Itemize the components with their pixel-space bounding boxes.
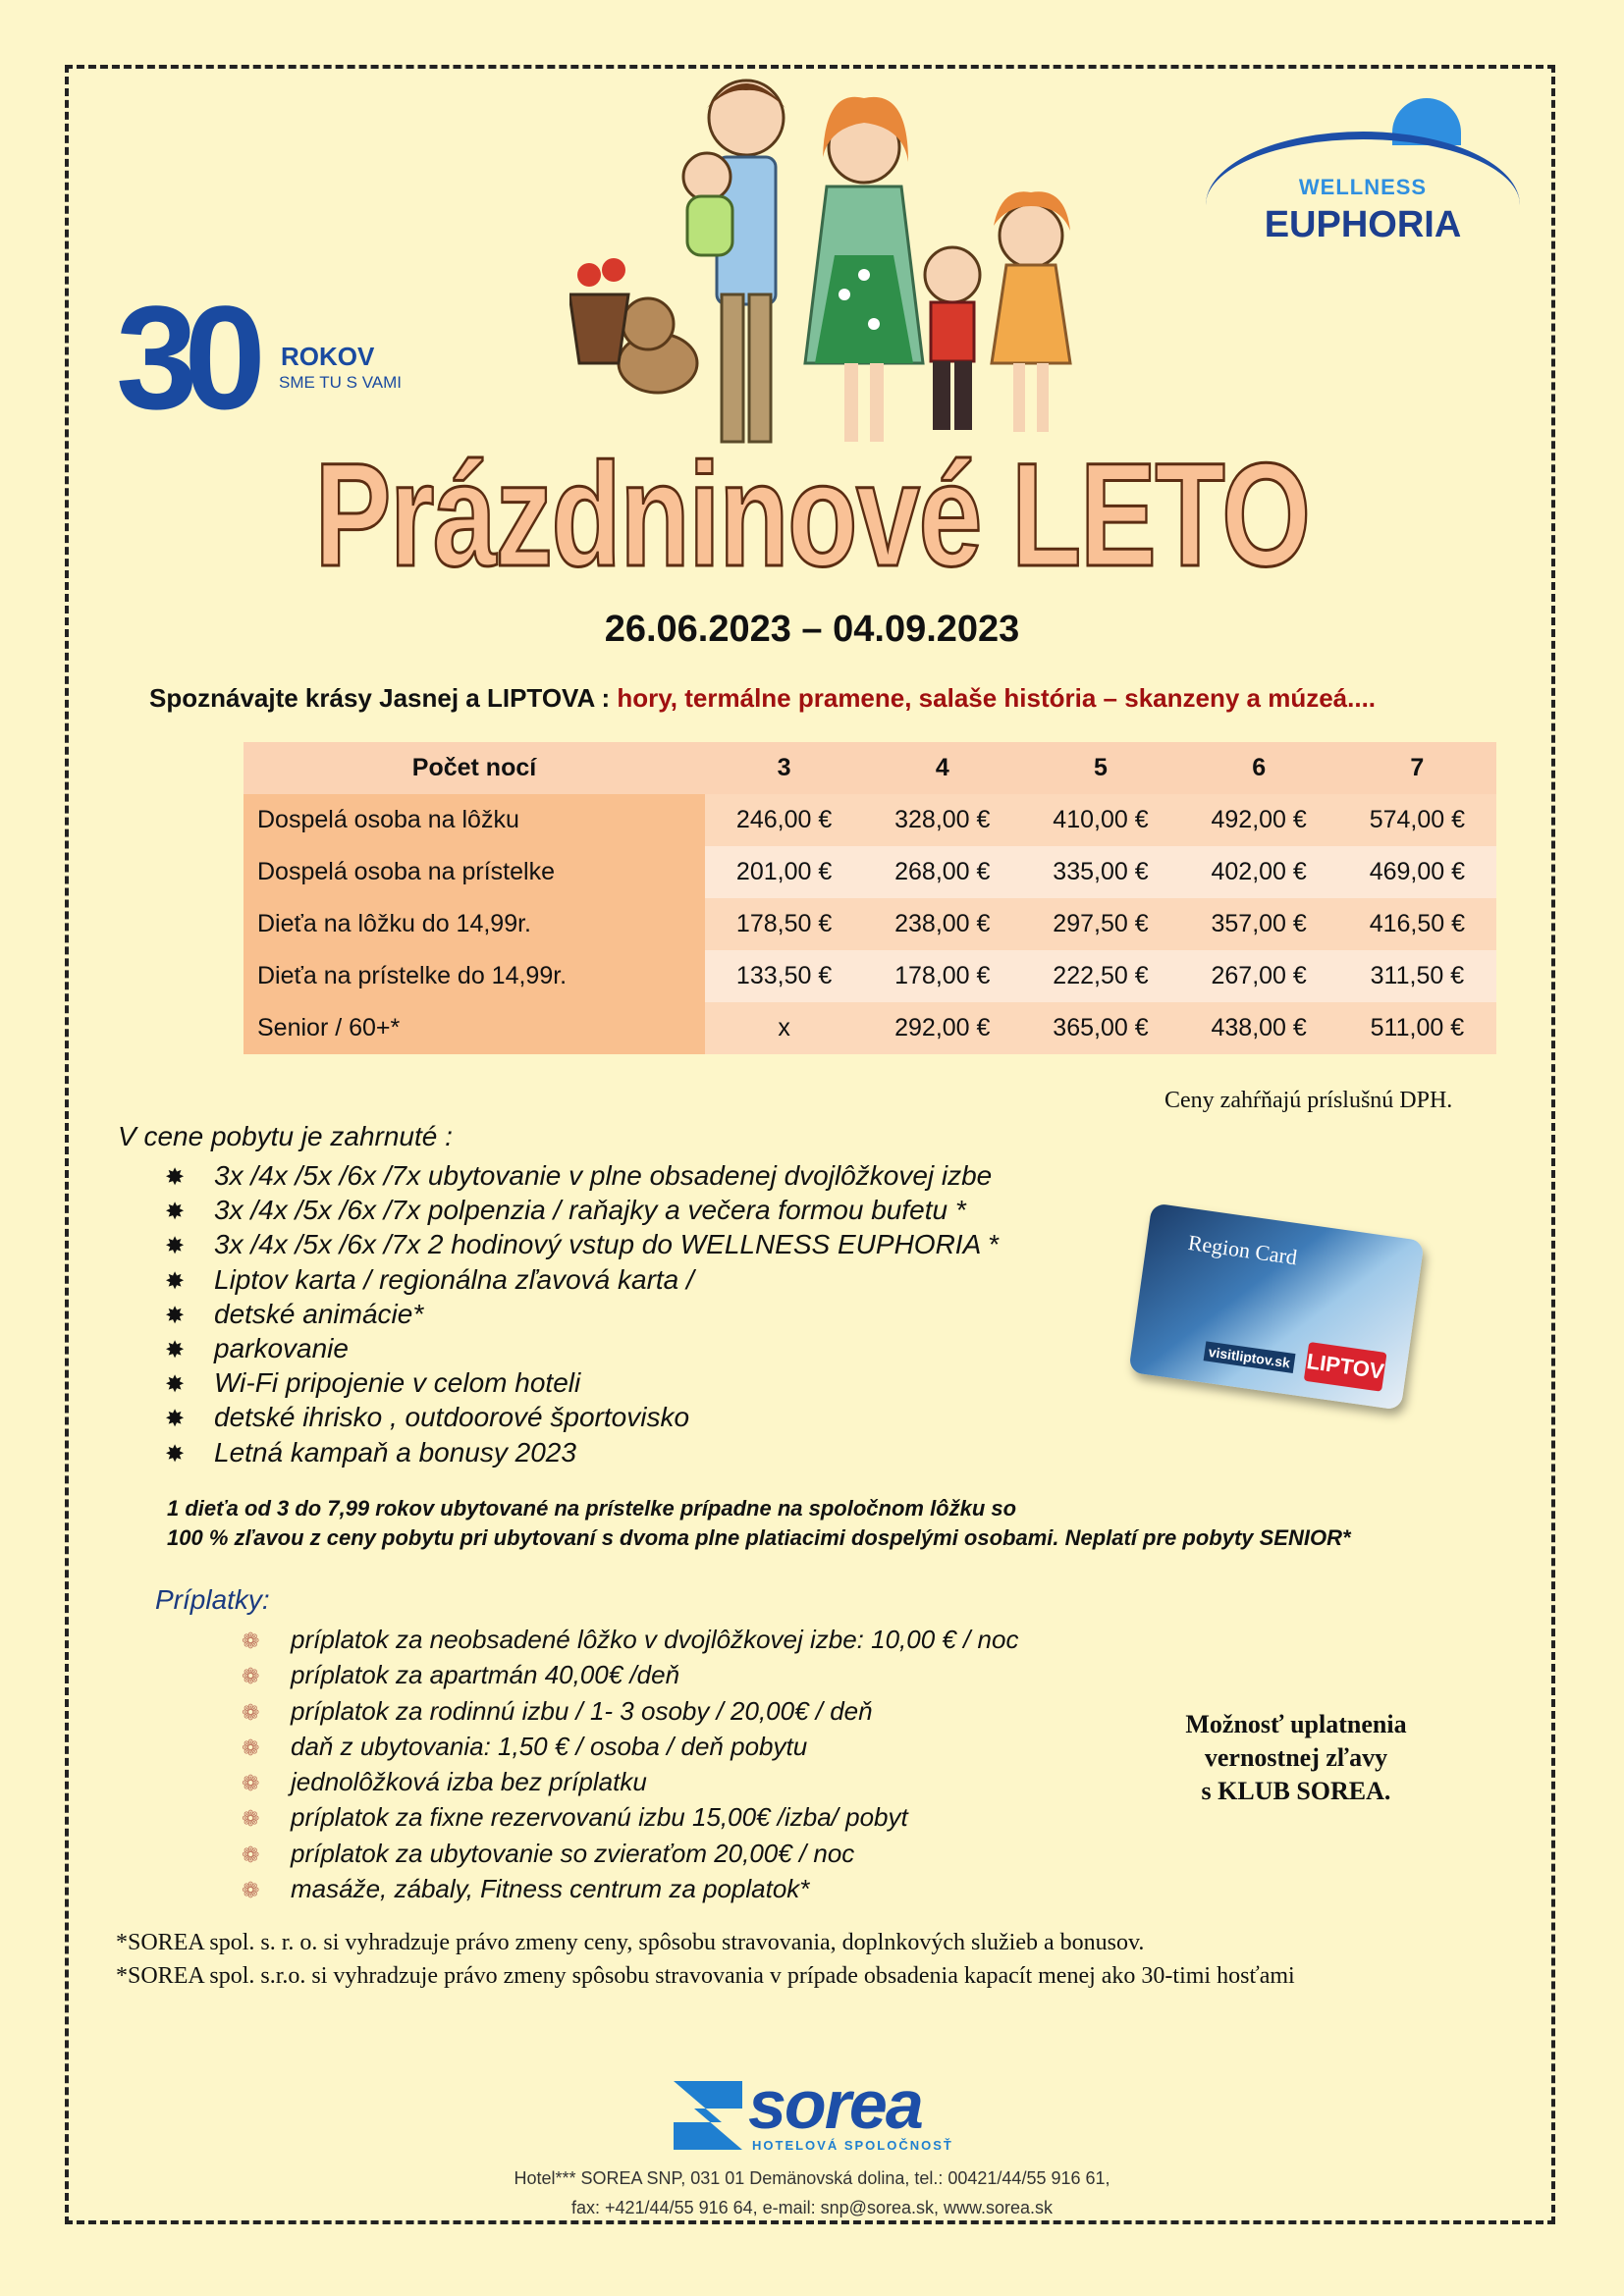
flower-bullet-icon: ❁ — [242, 1771, 260, 1796]
star-bullet-icon: ✸ — [165, 1440, 186, 1468]
table-header: 5 — [1021, 742, 1179, 794]
region-card-site: visitliptov.sk — [1204, 1341, 1296, 1373]
region-card-title: Region Card — [1186, 1229, 1299, 1270]
table-header: 4 — [863, 742, 1021, 794]
table-cell: 335,00 € — [1021, 846, 1179, 898]
euphoria-name-text: EUPHORIA — [1264, 204, 1462, 245]
list-item: ✸ parkovanie — [165, 1331, 999, 1365]
page-title: Prázdninové LETO — [314, 432, 1310, 597]
flower-bullet-icon: ❁ — [242, 1629, 260, 1653]
logo-30-slogan: SME TU S VAMI — [279, 373, 403, 392]
table-header: 7 — [1338, 742, 1496, 794]
list-item: ❁ masáže, zábaly, Fitness centrum za poplatok* — [242, 1871, 1018, 1906]
flower-bullet-icon: ❁ — [242, 1842, 260, 1867]
table-cell: 574,00 € — [1338, 794, 1496, 846]
star-bullet-icon: ✸ — [165, 1164, 186, 1191]
star-bullet-icon: ✸ — [165, 1233, 186, 1260]
family-illustration — [569, 69, 1100, 461]
row-label: Dospelá osoba na lôžku — [244, 794, 705, 846]
list-item: ✸ Liptov karta / regionálna zľavová karta / — [165, 1262, 999, 1297]
table-cell: 410,00 € — [1021, 794, 1179, 846]
table-cell: x — [705, 1002, 863, 1054]
list-item: ✸ 3x /4x /5x /6x /7x 2 hodinový vstup do WELLNESS EUPHORIA * — [165, 1227, 999, 1261]
list-item: ❁ príplatok za neobsadené lôžko v dvojlôžkovej izbe: 10,00 € / noc — [242, 1622, 1018, 1657]
star-bullet-icon: ✸ — [165, 1199, 186, 1226]
table-cell: 511,00 € — [1338, 1002, 1496, 1054]
table-cell: 469,00 € — [1338, 846, 1496, 898]
list-item: ❁ príplatok za rodinnú izbu / 1- 3 osoby / 20,00€ / deň — [242, 1693, 1018, 1729]
list-item: ❁ príplatok za fixne rezervovanú izbu 15,00€ /izba/ pobyt — [242, 1799, 1018, 1835]
list-item: ✸ 3x /4x /5x /6x /7x polpenzia / raňajky a večera formou bufetu * — [165, 1193, 999, 1227]
flower-bullet-icon: ❁ — [242, 1735, 260, 1760]
list-item: ✸ Wi-Fi pripojenie v celom hoteli — [165, 1365, 999, 1400]
table-cell: 492,00 € — [1180, 794, 1338, 846]
star-bullet-icon: ✸ — [165, 1336, 186, 1363]
table-cell: 178,00 € — [863, 950, 1021, 1002]
list-item: ✸ Letná kampaň a bonusy 2023 — [165, 1435, 999, 1469]
table-cell: 311,50 € — [1338, 950, 1496, 1002]
table-cell: 246,00 € — [705, 794, 863, 846]
child-discount-note: 1 dieťa od 3 do 7,99 rokov ubytované na prístelke prípadne na spoločnom lôžku so 100 % zľavou z ceny pobytu pri ubytovaní s dvoma plne platiacimi dospelými osobami. Neplatí pre pobyty SENIOR* — [167, 1496, 1351, 1550]
date-range: 26.06.2023 – 04.09.2023 — [604, 609, 1020, 650]
sorea-name: sorea — [748, 2066, 922, 2143]
table-row — [244, 1002, 1496, 1054]
flower-bullet-icon: ❁ — [242, 1699, 260, 1725]
table-cell: 238,00 € — [863, 898, 1021, 950]
table-cell: 328,00 € — [863, 794, 1021, 846]
list-item: ✸ detské animácie* — [165, 1297, 999, 1331]
table-cell: 178,50 € — [705, 898, 863, 950]
table-row — [244, 846, 1496, 898]
row-label: Dieťa na lôžku do 14,99r. — [244, 898, 705, 950]
table-row — [244, 794, 1496, 846]
table-cell: 292,00 € — [863, 1002, 1021, 1054]
star-bullet-icon: ✸ — [165, 1267, 186, 1295]
table-cell: 416,50 € — [1338, 898, 1496, 950]
table-header: Počet nocí — [244, 742, 705, 794]
supplements-heading: Príplatky: — [155, 1584, 270, 1615]
table-cell: 438,00 € — [1180, 1002, 1338, 1054]
table-row — [244, 898, 1496, 950]
table-cell: 201,00 € — [705, 846, 863, 898]
table-header: 6 — [1180, 742, 1338, 794]
flower-bullet-icon: ❁ — [242, 1878, 260, 1903]
table-cell: 222,50 € — [1021, 950, 1179, 1002]
table-cell: 267,00 € — [1180, 950, 1338, 1002]
sorea-mark-icon — [674, 2081, 742, 2150]
table-header: 3 — [705, 742, 863, 794]
liptov-logo: LIPTOV — [1304, 1342, 1387, 1392]
flower-bullet-icon: ❁ — [242, 1664, 260, 1689]
table-cell: 133,50 € — [705, 950, 863, 1002]
table-row — [244, 950, 1496, 1002]
list-item: ❁ jednolôžková izba bez príplatku — [242, 1764, 1018, 1799]
list-item: ❁ príplatok za apartmán 40,00€ /deň — [242, 1657, 1018, 1692]
flower-bullet-icon: ❁ — [242, 1806, 260, 1832]
euphoria-wellness-text: WELLNESS — [1298, 175, 1428, 199]
price-table — [244, 742, 1496, 1054]
sorea-subtitle: HOTELOVÁ SPOLOČNOSŤ — [752, 2138, 953, 2153]
star-bullet-icon: ✸ — [165, 1302, 186, 1329]
list-item: ✸ detské ihrisko , outdoorové športovisko — [165, 1400, 999, 1434]
subtitle — [149, 683, 1376, 714]
subtitle-main: Spoznávajte krásy Jasnej a LIPTOVA : — [149, 683, 618, 713]
logo-30-number: 30 — [116, 275, 252, 440]
table-cell: 357,00 € — [1180, 898, 1338, 950]
vat-note: Ceny zahŕňajú príslušnú DPH. — [1164, 1088, 1453, 1113]
table-cell: 297,50 € — [1021, 898, 1179, 950]
loyalty-discount-note: Možnosť uplatnenia vernostnej zľavy s KLUB SOREA. — [1185, 1710, 1407, 1805]
sorea-logo — [674, 2066, 988, 2160]
table-cell: 268,00 € — [863, 846, 1021, 898]
table-cell: 365,00 € — [1021, 1002, 1179, 1054]
star-bullet-icon: ✸ — [165, 1406, 186, 1433]
included-heading: V cene pobytu je zahrnuté : — [118, 1121, 453, 1151]
supplements-list — [242, 1622, 1018, 1906]
subtitle-highlight: hory, termálne pramene, salaše história – skanzeny a múzeá.... — [617, 683, 1377, 713]
list-item: ✸ 3x /4x /5x /6x /7x ubytovanie v plne obsadenej dvojlôžkovej izbe — [165, 1158, 999, 1193]
logo-30-rokov-text: ROKOV — [281, 342, 375, 371]
star-bullet-icon: ✸ — [165, 1371, 186, 1399]
logo-30-rokov — [116, 275, 420, 440]
list-item: ❁ príplatok za ubytovanie so zvieraťom 20,00€ / noc — [242, 1836, 1018, 1871]
disclaimers: *SOREA spol. s. r. o. si vyhradzuje právo zmeny ceny, spôsobu stravovania, doplnkových služieb a bonusov. *SOREA spol. s.r.o. si vyhradzuje právo zmeny spôsobu stravovania v prípade obsadenia kapacít menej ako 30-timi hosťami — [116, 1930, 1295, 1989]
row-label: Dieťa na prístelke do 14,99r. — [244, 950, 705, 1002]
row-label: Dospelá osoba na prístelke — [244, 846, 705, 898]
contact-address: Hotel*** SOREA SNP, 031 01 Demänovská dolina, tel.: 00421/44/55 916 61, fax: +421/44/55 916 64, e-mail: snp@sorea.sk, www.sorea.sk — [514, 2168, 1110, 2217]
table-cell: 402,00 € — [1180, 846, 1338, 898]
table-header-row — [244, 742, 1496, 794]
included-list — [165, 1158, 999, 1469]
list-item: ❁ daň z ubytovania: 1,50 € / osoba / deň pobytu — [242, 1729, 1018, 1764]
row-label: Senior / 60+* — [244, 1002, 705, 1054]
wellness-euphoria-logo — [1206, 98, 1520, 275]
